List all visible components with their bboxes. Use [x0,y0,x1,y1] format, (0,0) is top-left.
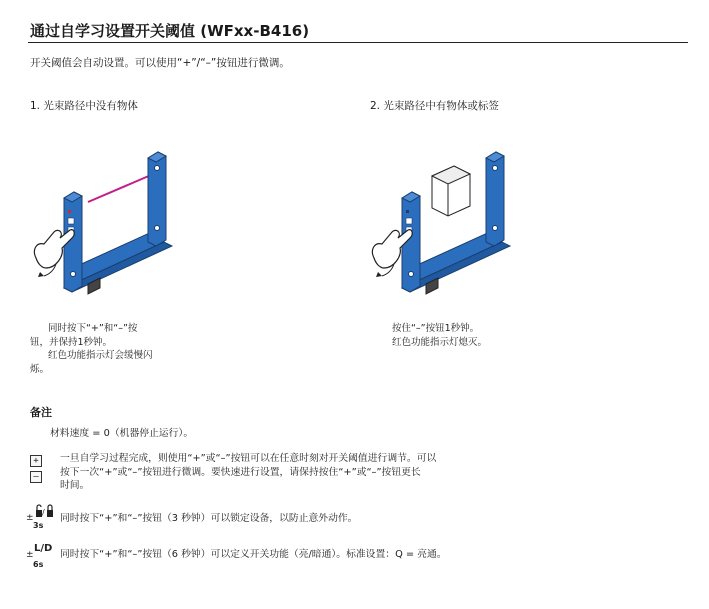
lock-duration: 3s [33,521,44,530]
plus-minus-icon: ± [26,550,34,560]
intro-text: 开关阈值会自动设置。可以使用“+”/“–”按钮进行微调。 [30,57,290,69]
notes-heading: 备注 [30,406,52,419]
indicator-led [406,210,409,213]
page-title: 通过自学习设置开关阈值 (WFxx-B416) [30,22,310,40]
light-dark-note: 同时按下“+”和“–”按钮（6 秒钟）可以定义开关功能（亮/暗通）。标准设置：Q = 亮通。 [60,549,447,560]
finetune-note: 一旦自学习过程完成，则使用“+”或“–”按钮可以在任意时刻对开关阈值进行调节。可以 按下一次“+”或“–”按钮进行微调。要快速进行设置，请保持按住“+”或“–”按钮更长 时间。 [60,453,437,491]
sensor-plus-button [68,218,74,224]
svg-text:/: / [42,508,45,517]
indicator-led [68,210,71,213]
material-speed-note: 材料速度 = 0（机器停止运行）。 [50,428,194,439]
light-dark-icon: L/D [34,543,53,554]
step-1-heading: 1. 光束路径中没有物体 [30,100,138,112]
step-2-caption: 按住“–”按钮1秒钟。 红色功能指示灯熄灭。 [392,323,488,348]
step-1-caption: 同时按下“+”和“–”按 钮，并保持1秒钟。 红色功能指示灯会缓慢闪 烁。 [30,323,153,375]
lock-note: 同时按下“+”和“–”按钮（3 秒钟）可以锁定设备，以防止意外动作。 [60,513,358,524]
title-divider [28,42,688,43]
minus-button-icon: – [30,471,42,483]
svg-text:±: ± [26,513,34,523]
step-2-heading: 2. 光束路径中有物体或标签 [370,100,499,112]
plus-button-icon: + [30,455,42,467]
sensor-plus-button [406,218,412,224]
sensor-illustration-object [368,140,528,310]
sensor-illustration-empty [30,140,190,310]
ld-duration: 6s [33,560,44,569]
